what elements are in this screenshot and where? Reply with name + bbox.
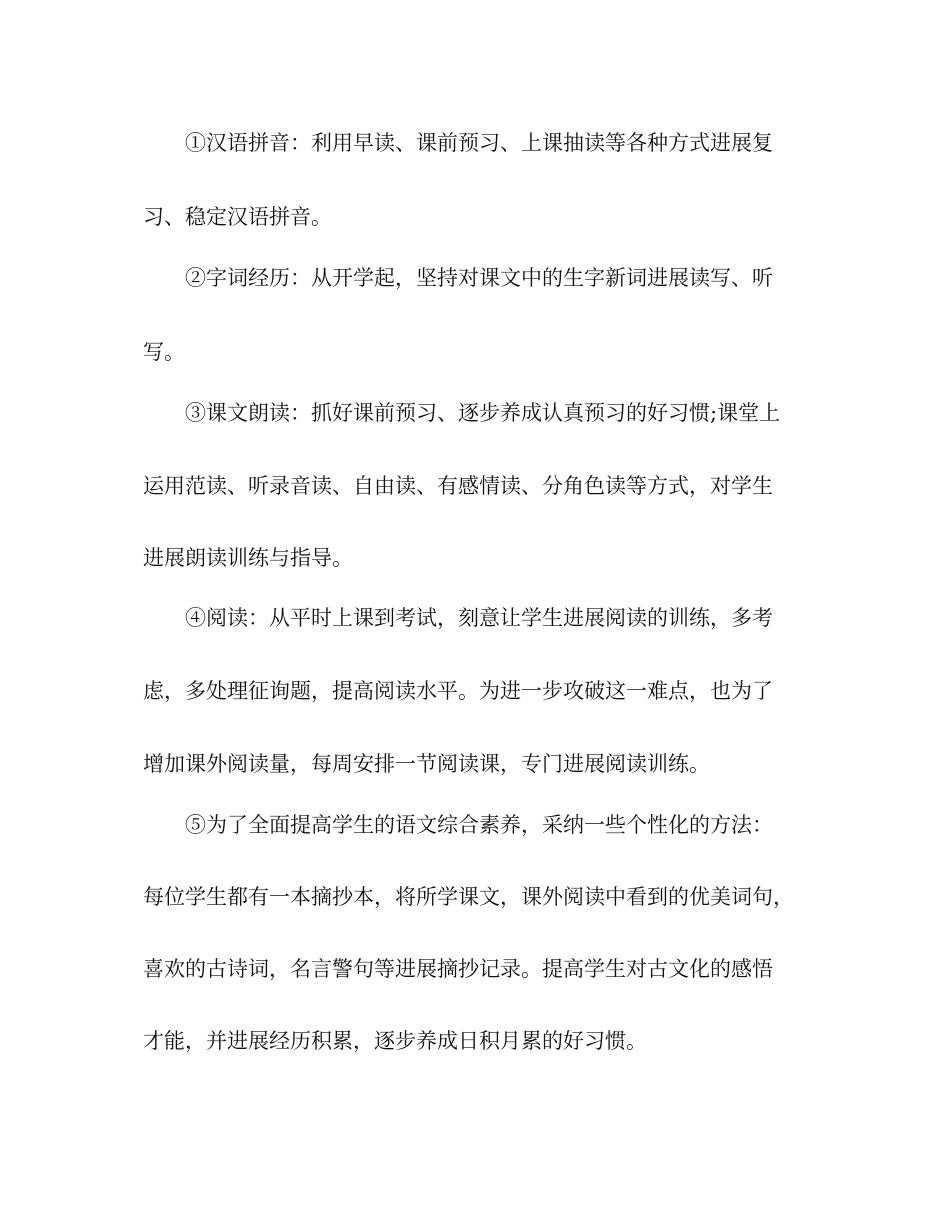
- paragraph-3-line-2: 运用范读、听录音读、自由读、有感情读、分角色读等方式，对学生: [143, 474, 773, 498]
- paragraph-4-line-3: 增加课外阅读量，每周安排一节阅读课，专门进展阅读训练。: [143, 752, 710, 776]
- paragraph-5-line-2: 每位学生都有一本摘抄本，将所学课文，课外阅读中看到的优美词句，: [143, 885, 794, 909]
- paragraph-3-line-1: ③课文朗读：抓好课前预习、逐步养成认真预习的好习惯;课堂上: [185, 401, 781, 425]
- paragraph-5-line-3: 喜欢的古诗词，名言警句等进展摘抄记录。提高学生对古文化的感悟: [143, 957, 773, 981]
- paragraph-1-line-1: ①汉语拼音：利用早读、课前预习、上课抽读等各种方式进展复: [185, 131, 773, 155]
- paragraph-2-line-1: ②字词经历：从开学起，坚持对课文中的生字新词进展读写、听: [185, 266, 773, 290]
- paragraph-5-line-4: 才能，并进展经历积累，逐步养成日积月累的好习惯。: [143, 1029, 647, 1053]
- paragraph-4-line-2: 虑，多处理征询题，提高阅读水平。为进一步攻破这一难点，也为了: [143, 679, 773, 703]
- paragraph-2-line-2: 写。: [143, 340, 185, 364]
- paragraph-3-line-3: 进展朗读训练与指导。: [143, 546, 353, 570]
- paragraph-5-line-1: ⑤为了全面提高学生的语文综合素养，采纳一些个性化的方法：: [185, 813, 773, 837]
- paragraph-1-line-2: 习、稳定汉语拼音。: [143, 205, 332, 229]
- paragraph-4-line-1: ④阅读：从平时上课到考试，刻意让学生进展阅读的训练，多考: [185, 606, 773, 630]
